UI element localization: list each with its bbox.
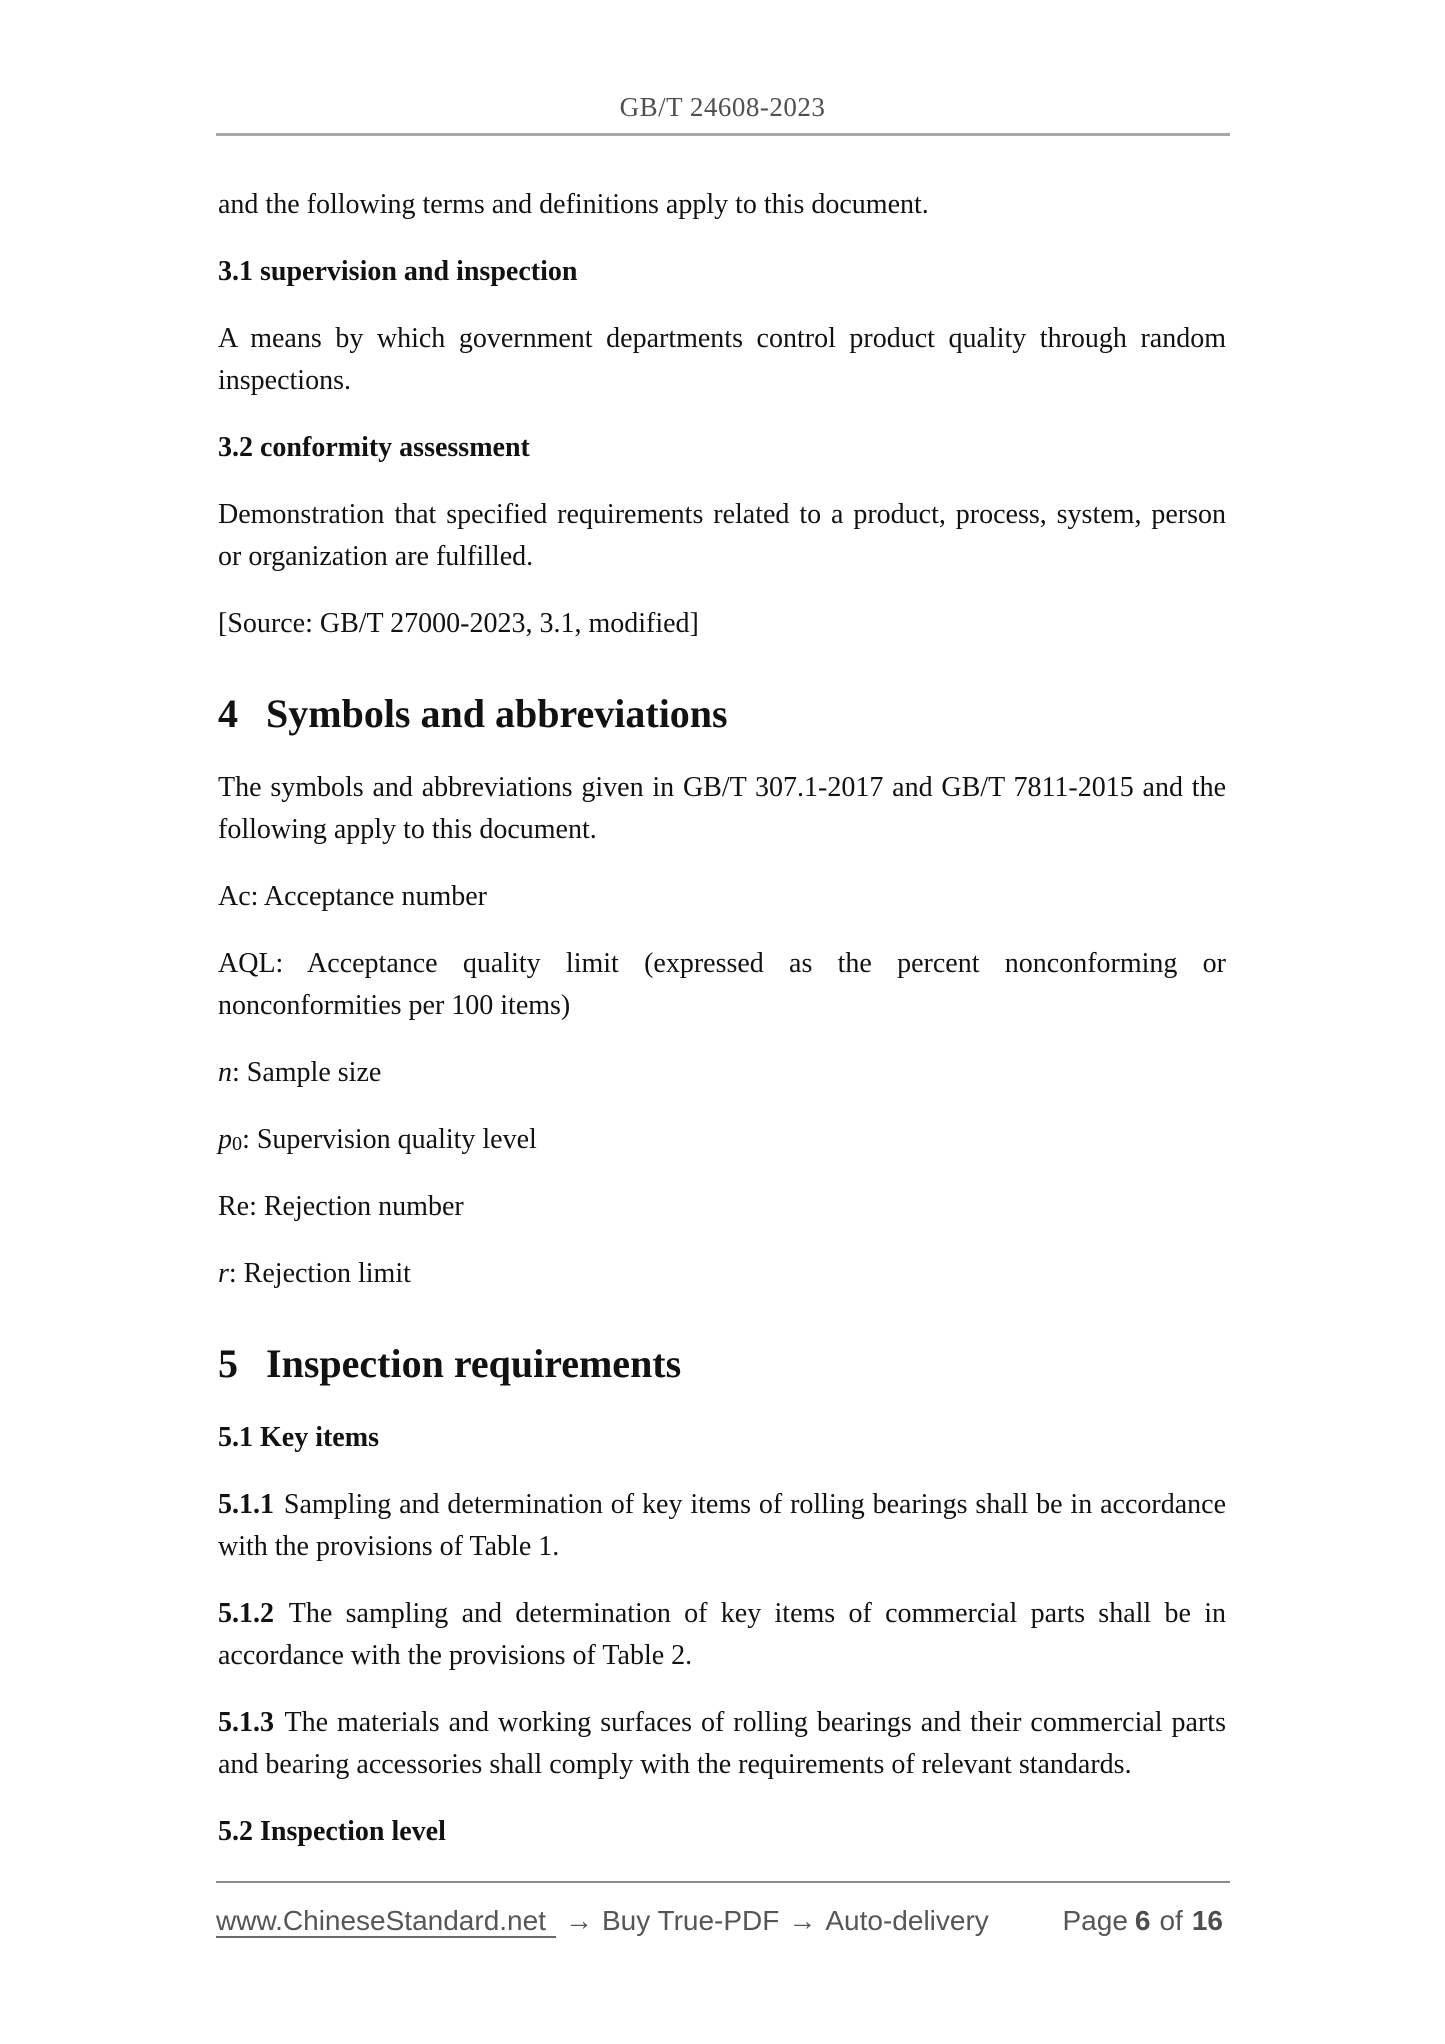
header-divider (216, 133, 1230, 136)
page-label: Page (1062, 1905, 1128, 1936)
clause-text-5-1-2: The sampling and determination of key items of commercial parts shall be in accordance with the provisions of Table 2. (218, 1598, 1226, 1671)
section-5-title: Inspection requirements (266, 1341, 682, 1386)
definition-r-text: : Rejection limit (228, 1258, 411, 1289)
document-number-header: GB/T 24608-2023 (619, 92, 826, 122)
paragraph-3-1: A means by which government departments control product quality through random inspections. (218, 323, 1226, 396)
clause-number-5-1-3: 5.1.3 (218, 1707, 274, 1738)
arrow-icon: → (564, 1905, 593, 1936)
footer-delivery-text: Auto-delivery (825, 1905, 989, 1936)
total-page-number: 16 (1191, 1905, 1223, 1936)
arrow-icon: → (788, 1905, 817, 1936)
definition-r (218, 1253, 1226, 1295)
heading-section-5 (218, 1337, 1226, 1391)
definition-n-text: : Sample size (232, 1057, 382, 1088)
section-4-title: Symbols and abbreviations (266, 691, 728, 736)
of-label: of (1159, 1905, 1183, 1936)
symbol-n: n (218, 1057, 232, 1088)
definition-re: Re: Rejection number (218, 1191, 464, 1222)
page-content (218, 184, 1226, 1878)
current-page-number: 6 (1134, 1905, 1151, 1936)
paragraph-5-1-2 (218, 1593, 1226, 1677)
footer-nav (216, 1904, 989, 1938)
symbol-p: p (218, 1124, 232, 1155)
symbol-p-subscript: 0 (232, 1133, 243, 1155)
heading-section-4 (218, 687, 1226, 741)
clause-text-5-1-1: Sampling and determination of key items of rolling bearings shall be in accordance with the provisions of Table 1. (218, 1489, 1226, 1562)
heading-5-2: 5.2 Inspection level (218, 1816, 446, 1847)
paragraph-4-intro: The symbols and abbreviations given in GB/T 307.1-2017 and GB/T 7811-2015 and the following apply to this document. (218, 772, 1226, 845)
paragraph-5-1-3 (218, 1702, 1226, 1786)
page-footer (216, 1881, 1230, 1938)
clause-text-5-1-3: The materials and working surfaces of rolling bearings and their commercial parts and bearing accessories shall comply with the requirements of relevant standards. (218, 1707, 1226, 1780)
definition-p0 (218, 1119, 1226, 1161)
section-5-number: 5 (218, 1341, 238, 1386)
definition-p0-text: : Supervision quality level (242, 1124, 537, 1155)
intro-paragraph: and the following terms and definitions apply to this document. (218, 189, 929, 220)
paragraph-5-1-1 (218, 1484, 1226, 1568)
definition-ac: Ac: Acceptance number (218, 881, 487, 912)
page-indicator (1063, 1904, 1231, 1938)
section-4-number: 4 (218, 691, 238, 736)
source-note: [Source: GB/T 27000-2023, 3.1, modified] (218, 608, 699, 639)
heading-5-1: 5.1 Key items (218, 1422, 379, 1453)
definition-n (218, 1052, 1226, 1094)
website-link[interactable]: www.ChineseStandard.net (216, 1905, 556, 1938)
footer-buy-text: Buy True-PDF (601, 1905, 780, 1936)
heading-3-1: 3.1 supervision and inspection (218, 256, 578, 287)
paragraph-3-2: Demonstration that specified requirements related to a product, process, system, person or organization are fulfilled. (218, 499, 1226, 572)
symbol-r: r (218, 1258, 229, 1289)
clause-number-5-1-2: 5.1.2 (218, 1598, 274, 1629)
heading-3-2: 3.2 conformity assessment (218, 432, 530, 463)
clause-number-5-1-1: 5.1.1 (218, 1489, 274, 1520)
definition-aql: AQL: Acceptance quality limit (expressed as the percent nonconforming or nonconformities per 100 items) (218, 948, 1226, 1021)
